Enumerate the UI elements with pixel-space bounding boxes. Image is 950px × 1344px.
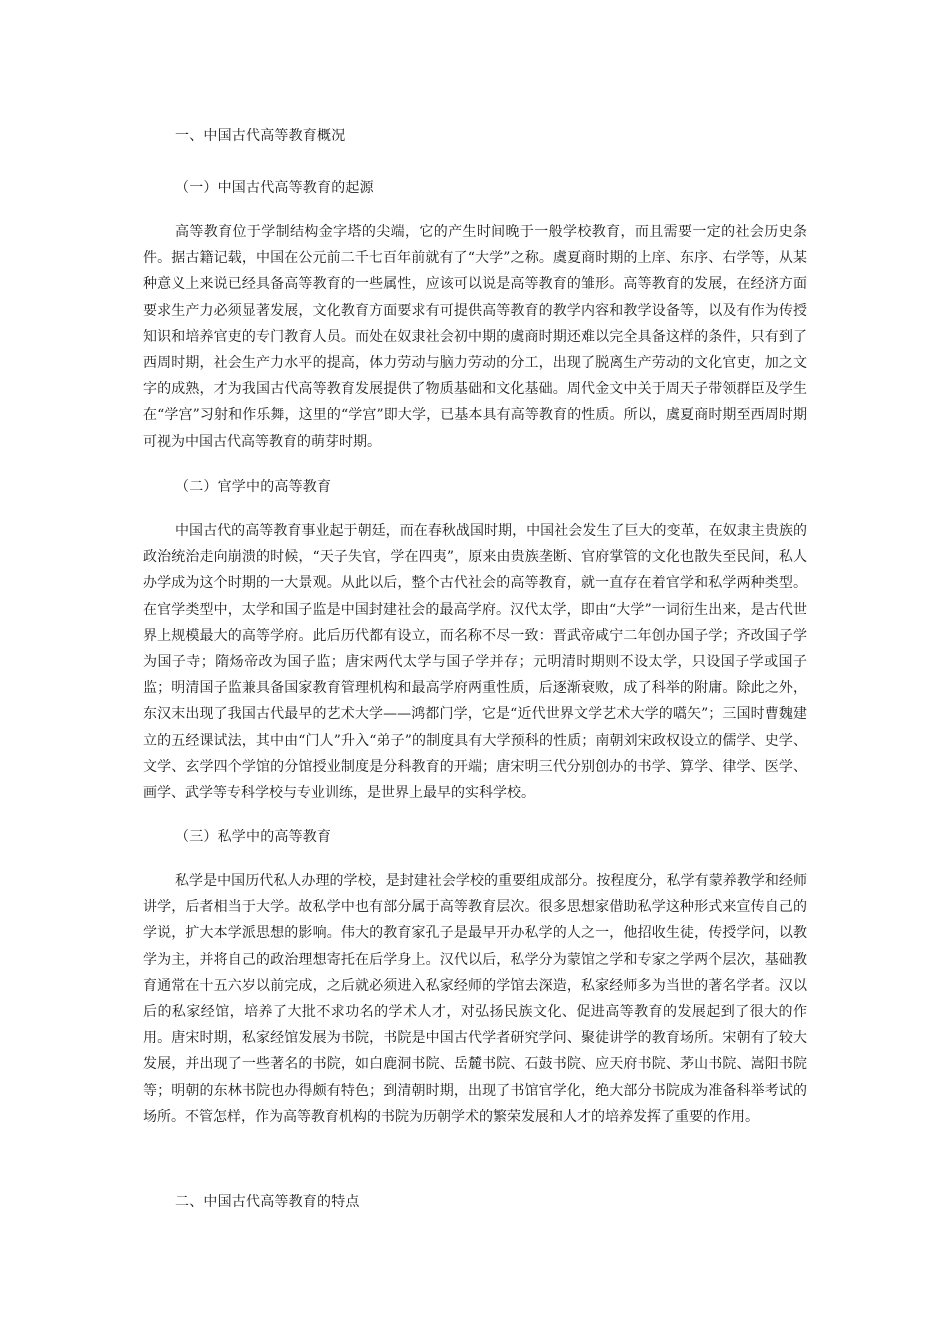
subsection-heading-private-school: （三）私学中的高等教育 (175, 829, 332, 845)
section-heading-1: 一、中国古代高等教育概况 (175, 128, 346, 144)
paragraph-origin: 高等教育位于学制结构金字塔的尖端，它的产生时间晚于一般学校教育，而且需要一定的社会历史条件。据古籍记载，中国在公元前二千七百年前就有了“大学”之称。虞夏商时期的上庠、东序、右学等，从某种意义上来说已经具备高等教育的一些属性，应该可以说是高等教育的雏形。高等教育的发展，在经济方面要求生产力必须显著发展，文化教育方面要求有可提供高等教育的教学内容和教学设备等，以及有作为传授知识和培养官吏的专门教育人员。而处在奴隶社会初中期的虞商时期还难以完全具备这样的条件，只有到了西周时期，社会生产力水平的提高，体力劳动与脑力劳动的分工，出现了脱离生产劳动的文化官吏，加之文字的成熟，才为我国古代高等教育发展提供了物质基础和文化基础。周代金文中关于周天子带领群臣及学生在“学宫”习射和作乐舞，这里的“学宫”即大学，已基本具有高等教育的性质。所以，虞夏商时期至西周时期可视为中国古代高等教育的萌芽时期。 (143, 224, 807, 450)
paragraph-private-school: 私学是中国历代私人办理的学校，是封建社会学校的重要组成部分。按程度分，私学有蒙养教学和经师讲学，后者相当于大学。故私学中也有部分属于高等教育层次。很多思想家借助私学这种形式来宣传自己的学说，扩大本学派思想的影响。伟大的教育家孔子是最早开办私学的人之一，他招收生徒，传授学问，以教学为主，并将自己的政治理想寄托在后学身上。汉代以后，私学分为蒙馆之学和专家之学两个层次，基础教育通常在十五六岁以前完成，之后就必须进入私家经师的学馆去深造，私家经师多为当世的著名学者。汉以后的私家经馆，培养了大批不求功名的学术人才，对弘扬民族文化、促进高等教育的发展起到了很大的作用。唐宋时期，私家经馆发展为书院，书院是中国古代学者研究学问、聚徒讲学的教育场所。宋朝有了较大发展，并出现了一些著名的书院，如白鹿洞书院、岳麓书院、石鼓书院、应天府书院、茅山书院、嵩阳书院等；明朝的东林书院也办得颇有特色；到清朝时期，出现了书馆官学化，绝大部分书院成为准备科举考试的场所。不管怎样，作为高等教育机构的书院为历朝学术的繁荣发展和人才的培养发挥了重要的作用。 (143, 873, 807, 1125)
subsection-heading-origin: （一）中国古代高等教育的起源 (175, 180, 374, 196)
section-heading-2: 二、中国古代高等教育的特点 (175, 1194, 360, 1210)
subsection-heading-official-school: （二）官学中的高等教育 (175, 479, 332, 495)
paragraph-official-school: 中国古代的高等教育事业起于朝廷，而在春秋战国时期，中国社会发生了巨大的变革，在奴隶主贵族的政治统治走向崩溃的时候，“天子失官，学在四夷”，原来由贵族垄断、官府掌管的文化也散失至民间，私人办学成为这个时期的一大景观。从此以后，整个古代社会的高等教育，就一直存在着官学和私学两种类型。在官学类型中，太学和国子监是中国封建社会的最高学府。汉代太学，即由“大学”一词衍生出来，是古代世界上规模最大的高等学府。此后历代都有设立，而名称不尽一致：晋武帝咸宁二年创办国子学；齐改国子学为国子寺；隋炀帝改为国子监；唐宋两代太学与国子学并存；元明清时期则不设太学，只设国子学或国子监；明清国子监兼具备国家教育管理机构和最高学府两重性质，后逐渐衰败，成了科举的附庸。除此之外，东汉末出现了我国古代最早的艺术大学——鸿都门学，它是“近代世界文学艺术大学的嚆矢”；三国时曹魏建立的五经课试法，其中由“门人”升入“弟子”的制度具有大学预科的性质；南朝刘宋政权设立的儒学、史学、文学、玄学四个学馆的分馆授业制度是分科教育的开端；唐宋明三代分别创办的书学、算学、律学、医学、画学、武学等专科学校与专业训练，是世界上最早的实科学校。 (143, 523, 807, 802)
